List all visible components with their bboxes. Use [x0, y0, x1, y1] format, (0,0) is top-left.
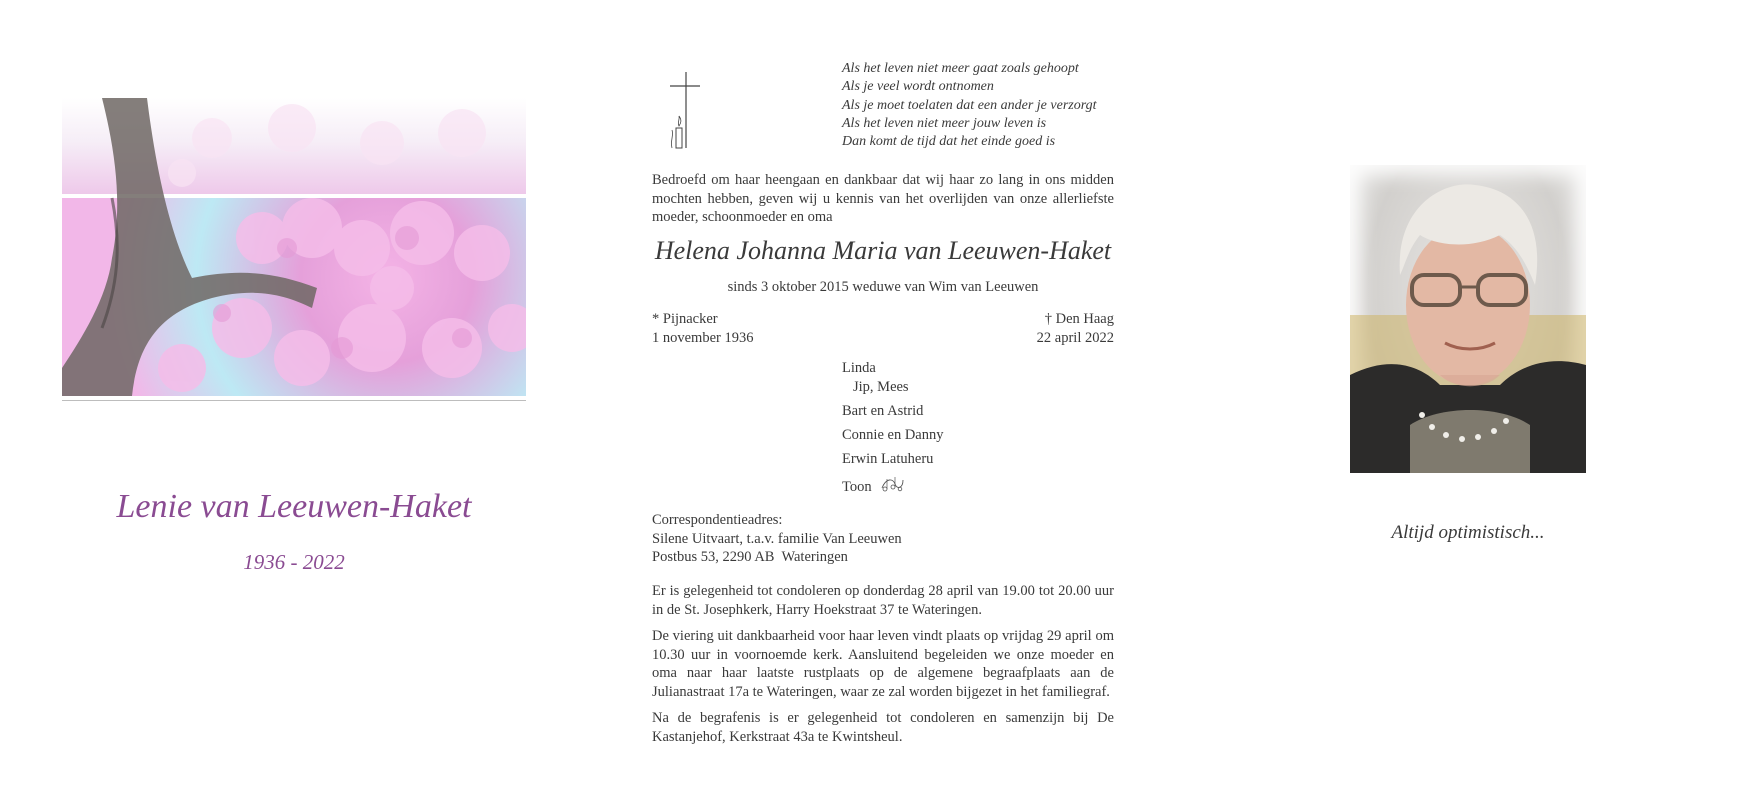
birth-info	[652, 310, 753, 347]
family-grandchildren: Jip, Mees	[853, 379, 909, 395]
cover-name: Lenie van Leeuwen-Haket	[116, 488, 472, 525]
death-date: 22 april 2022	[1036, 329, 1114, 346]
poem	[842, 60, 1097, 151]
death-info	[1037, 310, 1114, 347]
poem-line: Als je veel wordt ontnomen	[842, 79, 994, 95]
family-member-toon	[842, 474, 943, 498]
motto: Altijd optimistisch...	[1391, 522, 1545, 543]
family-member: Connie en Danny	[842, 427, 944, 443]
cherry-blossom-image	[62, 98, 526, 396]
service-paragraph: De viering uit dankbaarheid voor haar leven vindt plaats op vrijdag 29 april om 10.30 uur in voornoemde kerk. Aansluitend begeleiden we onze moeder en oma naar haar laatste rustplaats op de algemene begraafplaats aan de Julianastraat 17a te Wateringen, waar ze zal worden bijgezet in het familiegraf.	[652, 628, 1114, 700]
correspondence-line: Silene Uitvaart, t.a.v. familie Van Leeuwen	[652, 530, 902, 547]
image-underline	[62, 400, 526, 401]
death-place: † Den Haag	[1044, 311, 1114, 327]
correspondence-line: Postbus 53, 2290 AB Wateringen	[652, 549, 848, 565]
poem-line: Als het leven niet meer gaat zoals gehoopt	[842, 61, 1079, 76]
cross-with-candle-icon	[662, 70, 702, 150]
deceased-full-name: Helena Johanna Maria van Leeuwen-Haket	[654, 236, 1112, 265]
family-member-name: Toon	[842, 479, 872, 495]
family-member: Bart en Astrid	[842, 403, 924, 419]
widow-line: sinds 3 oktober 2015 weduwe van Wim van Leeuwen	[727, 279, 1039, 295]
cover-years: 1936 - 2022	[243, 550, 345, 574]
announcement-intro: Bedroefd om haar heengaan en dankbaar dat wij haar zo lang in ons midden mochten hebben, geven wij u kennis van het overlijden van onze allerliefste moeder, schoonmoeder en oma	[652, 172, 1114, 225]
after-burial-paragraph: Na de begrafenis is er gelegenheid tot condoleren en samenzijn bij De Kastanjehof, Kerkstraat 43a te Kwintsheul.	[652, 710, 1114, 745]
right-panel	[1320, 0, 1700, 807]
condolence-paragraph: Er is gelegenheid tot condoleren op donderdag 28 april van 19.00 tot 20.00 uur in de St. Josephkerk, Harry Hoekstraat 37 te Wateringen.	[652, 583, 1114, 618]
birth-place: * Pijnacker	[652, 311, 718, 327]
portrait-illustration	[1350, 165, 1586, 473]
birth-date: 1 november 1936	[652, 329, 754, 346]
family-member: Erwin Latuheru	[842, 451, 934, 467]
correspondence-label: Correspondentieadres:	[652, 512, 783, 528]
family-member: Linda	[842, 360, 876, 376]
music-notes-icon	[879, 474, 905, 494]
poem-line: Dan komt de tijd dat het einde goed is	[842, 134, 1056, 150]
family-list	[842, 359, 943, 498]
correspondence-address	[652, 511, 902, 567]
portrait-photo	[1350, 165, 1586, 473]
poem-line: Als het leven niet meer jouw leven is	[842, 115, 1047, 131]
left-panel	[0, 0, 590, 807]
poem-line: Als je moet toelaten dat een ander je verzorgt	[842, 97, 1097, 113]
center-panel	[652, 0, 1114, 807]
blossom-tree-illustration	[62, 98, 526, 396]
